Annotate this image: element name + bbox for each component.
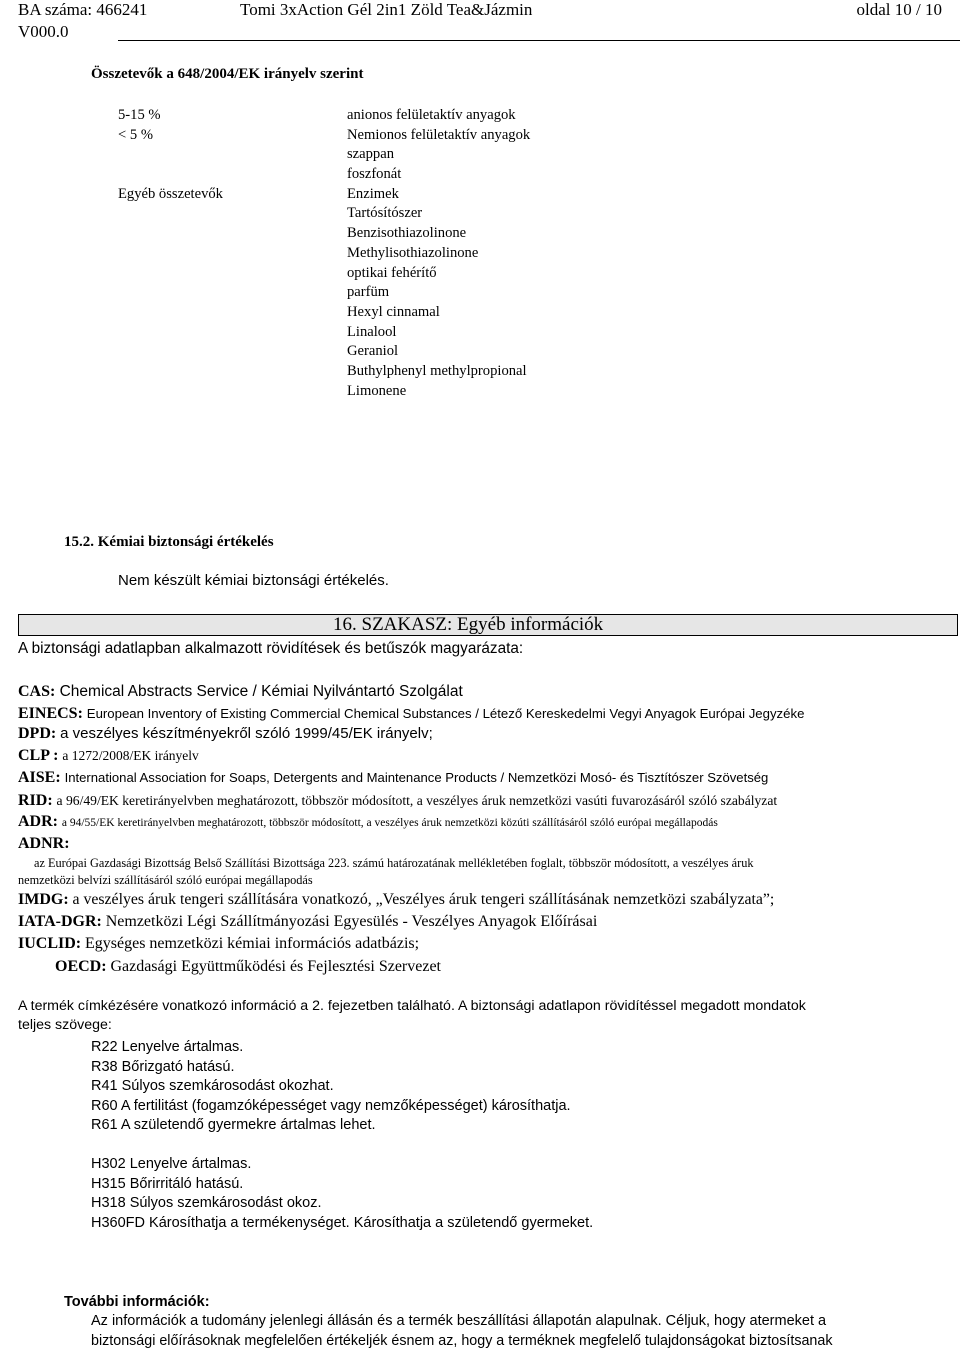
r-phrase: R38 Bőrizgató hatású.: [91, 1058, 235, 1075]
abbr-adr: [18, 813, 718, 831]
ingredient-name: Hexyl cinnamal: [347, 303, 440, 320]
section-15-2-text: Nem készült kémiai biztonsági értékelés.: [118, 572, 389, 589]
ingredient-names: [347, 106, 530, 401]
section-16-title: 16. SZAKASZ: Egyéb információk: [333, 614, 604, 635]
ingredient-name: parfüm: [347, 284, 390, 301]
ingredient-name: Benzisothiazolinone: [347, 225, 467, 242]
ingredient-name: Tartósítószer: [347, 205, 423, 222]
r-phrase: R61 A születendő gyermekre ártalmas lehet.: [91, 1117, 376, 1134]
ingredient-name: Enzimek: [347, 185, 399, 202]
abbr-iuclid: [18, 935, 419, 953]
ingredient-name: Methylisothiazolinone: [347, 244, 479, 261]
abbr-adnr-value-1: az Európai Gazdasági Bizottság Belső Szállítási Bizottsága 223. számú határozatának mellékletében foglalt, többször módosított, a veszélyes áruk: [34, 856, 754, 870]
abbr-value: International Association for Soaps, Detergents and Maintenance Products / Nemzetközi Mosó- és Tisztítószer Szövetség: [64, 770, 769, 785]
abbr-value: a 1272/2008/EK irányelv: [62, 748, 199, 763]
ingredient-name: Geraniol: [347, 343, 399, 360]
section-15-2-title: 15.2. Kémiai biztonsági értékelés: [64, 534, 274, 550]
h-phrase: H360FD Károsíthatja a termékenységet. Károsíthatja a születendő gyermeket.: [91, 1214, 594, 1231]
ingredient-name: Limonene: [347, 382, 407, 399]
r-phrase: R22 Lenyelve ártalmas.: [91, 1039, 244, 1055]
section-16-intro: A biztonsági adatlapban alkalmazott rövidítések és betűszók magyarázata:: [18, 640, 524, 657]
abbr-key: IUCLID:: [18, 935, 82, 952]
abbr-einecs: [18, 705, 804, 723]
ingredient-amount: < 5 %: [118, 126, 153, 143]
ingredient-name: szappan: [347, 146, 395, 163]
ingredient-name: foszfonát: [347, 166, 402, 183]
abbr-iata: [18, 913, 597, 931]
r-phrase: R60 A fertilitást (fogamzóképességet vagy nemzőképességet) károsíthatja.: [91, 1097, 571, 1114]
abbr-value: Egységes nemzetközi kémiai információs adatbázis;: [85, 935, 420, 952]
h-phrase: H315 Bőrirritáló hatású.: [91, 1175, 244, 1192]
abbr-adnr-value-2: nemzetközi belvízi szállításáról szóló európai megállapodás: [18, 873, 313, 887]
further-info-line-2: biztonsági előírásoknak megfelelően értékeljék ésnem az, hogy a terméknek megfelelő tulajdonságokat biztosítsanak: [91, 1333, 833, 1349]
version: V000.0: [18, 22, 69, 41]
abbr-key: RID:: [18, 792, 53, 809]
abbr-value: Chemical Abstracts Service / Kémiai Nyilvántartó Szolgálat: [59, 683, 463, 700]
h-phrase: H318 Súlyos szemkárosodást okoz.: [91, 1195, 322, 1212]
labelling-line-1: A termék címkézésére vonatkozó információ a 2. fejezetben található. A biztonsági adatlapon rövidítéssel megadott mondatok: [18, 998, 806, 1014]
abbr-value: a 94/55/EK keretirányelvben meghatározott, többször módosított, a veszélyes áruk nemzetközi közúti szállításáról szóló európai megállapodás: [61, 817, 718, 829]
abbr-aise: [18, 769, 768, 787]
page-number: oldal 10 / 10: [856, 0, 942, 19]
ingredient-amount: Egyéb összetevők: [118, 185, 223, 202]
abbr-key: DPD:: [18, 725, 57, 742]
abbr-key: ADNR:: [18, 835, 70, 852]
h-phrases: [91, 1155, 593, 1233]
ingredient-amount: [118, 165, 223, 185]
further-info-title: További információk:: [64, 1294, 210, 1310]
ingredient-name: Linalool: [347, 323, 397, 340]
abbr-key: EINECS:: [18, 705, 83, 722]
ingredient-name: Nemionos felületaktív anyagok: [347, 126, 531, 143]
ingredient-name: optikai fehérítő: [347, 264, 437, 281]
abbr-imdg: [18, 891, 774, 909]
abbr-key: IATA-DGR:: [18, 913, 102, 930]
abbr-value: Gazdasági Együttműködési és Fejlesztési Szervezet: [110, 958, 441, 975]
abbr-value: a 96/49/EK keretirányelvben meghatározott, többször módosított, a veszélyes áruk nemzetközi vasúti fuvarozásáról szóló szabályzat: [56, 793, 778, 808]
abbr-key: OECD:: [55, 958, 107, 975]
labelling-line-2: teljes szövege:: [18, 1017, 112, 1033]
ingredient-amount: [118, 145, 223, 165]
abbr-adnr-key: [18, 835, 70, 853]
abbr-key: CAS:: [18, 683, 56, 700]
abbr-key: CLP :: [18, 747, 59, 764]
ingredient-name: Buthylphenyl methylpropional: [347, 362, 527, 379]
abbr-cas: [18, 681, 463, 701]
further-info-line-1: Az információk a tudomány jelenlegi állásán és a termék beszállítási állapotán alapulnak. Céljuk, hogy atermeket a: [91, 1313, 827, 1329]
h-phrase: H302 Lenyelve ártalmas.: [91, 1156, 252, 1172]
r-phrases: [91, 1038, 571, 1136]
abbr-value: a veszélyes áruk tengeri szállítására vonatkozó, „Veszélyes áruk tengeri szállításának nemzetközi szabályzata”;: [72, 891, 775, 908]
abbr-value: Nemzetközi Légi Szállítmányozási Egyesülés - Veszélyes Anyagok Előírásai: [105, 913, 598, 930]
ingredient-name: anionos felületaktív anyagok: [347, 107, 516, 123]
ingredient-amount: 5-15 %: [118, 107, 161, 123]
abbr-rid: [18, 792, 777, 810]
abbr-value: a veszélyes készítményekről szóló 1999/45/EK irányelv;: [60, 725, 433, 742]
ingredient-amounts: [118, 106, 223, 204]
product-name: Tomi 3xAction Gél 2in1 Zöld Tea&Jázmin: [240, 0, 533, 19]
abbr-key: AISE:: [18, 769, 61, 786]
abbr-dpd: [18, 725, 433, 743]
ingredients-title: Összetevők a 648/2004/EK irányelv szerint: [91, 66, 364, 82]
abbr-key: IMDG:: [18, 891, 69, 908]
header-rule: [118, 40, 960, 41]
r-phrase: R41 Súlyos szemkárosodást okozhat.: [91, 1078, 334, 1095]
ba-number: BA száma: 466241: [18, 0, 148, 19]
abbr-key: ADR:: [18, 813, 58, 830]
abbr-value: European Inventory of Existing Commercial Chemical Substances / Létező Kereskedelmi Vegyi Anyagok Európai Jegyzéke: [86, 706, 805, 721]
abbr-oecd: [55, 958, 441, 976]
abbr-clp: [18, 747, 199, 765]
